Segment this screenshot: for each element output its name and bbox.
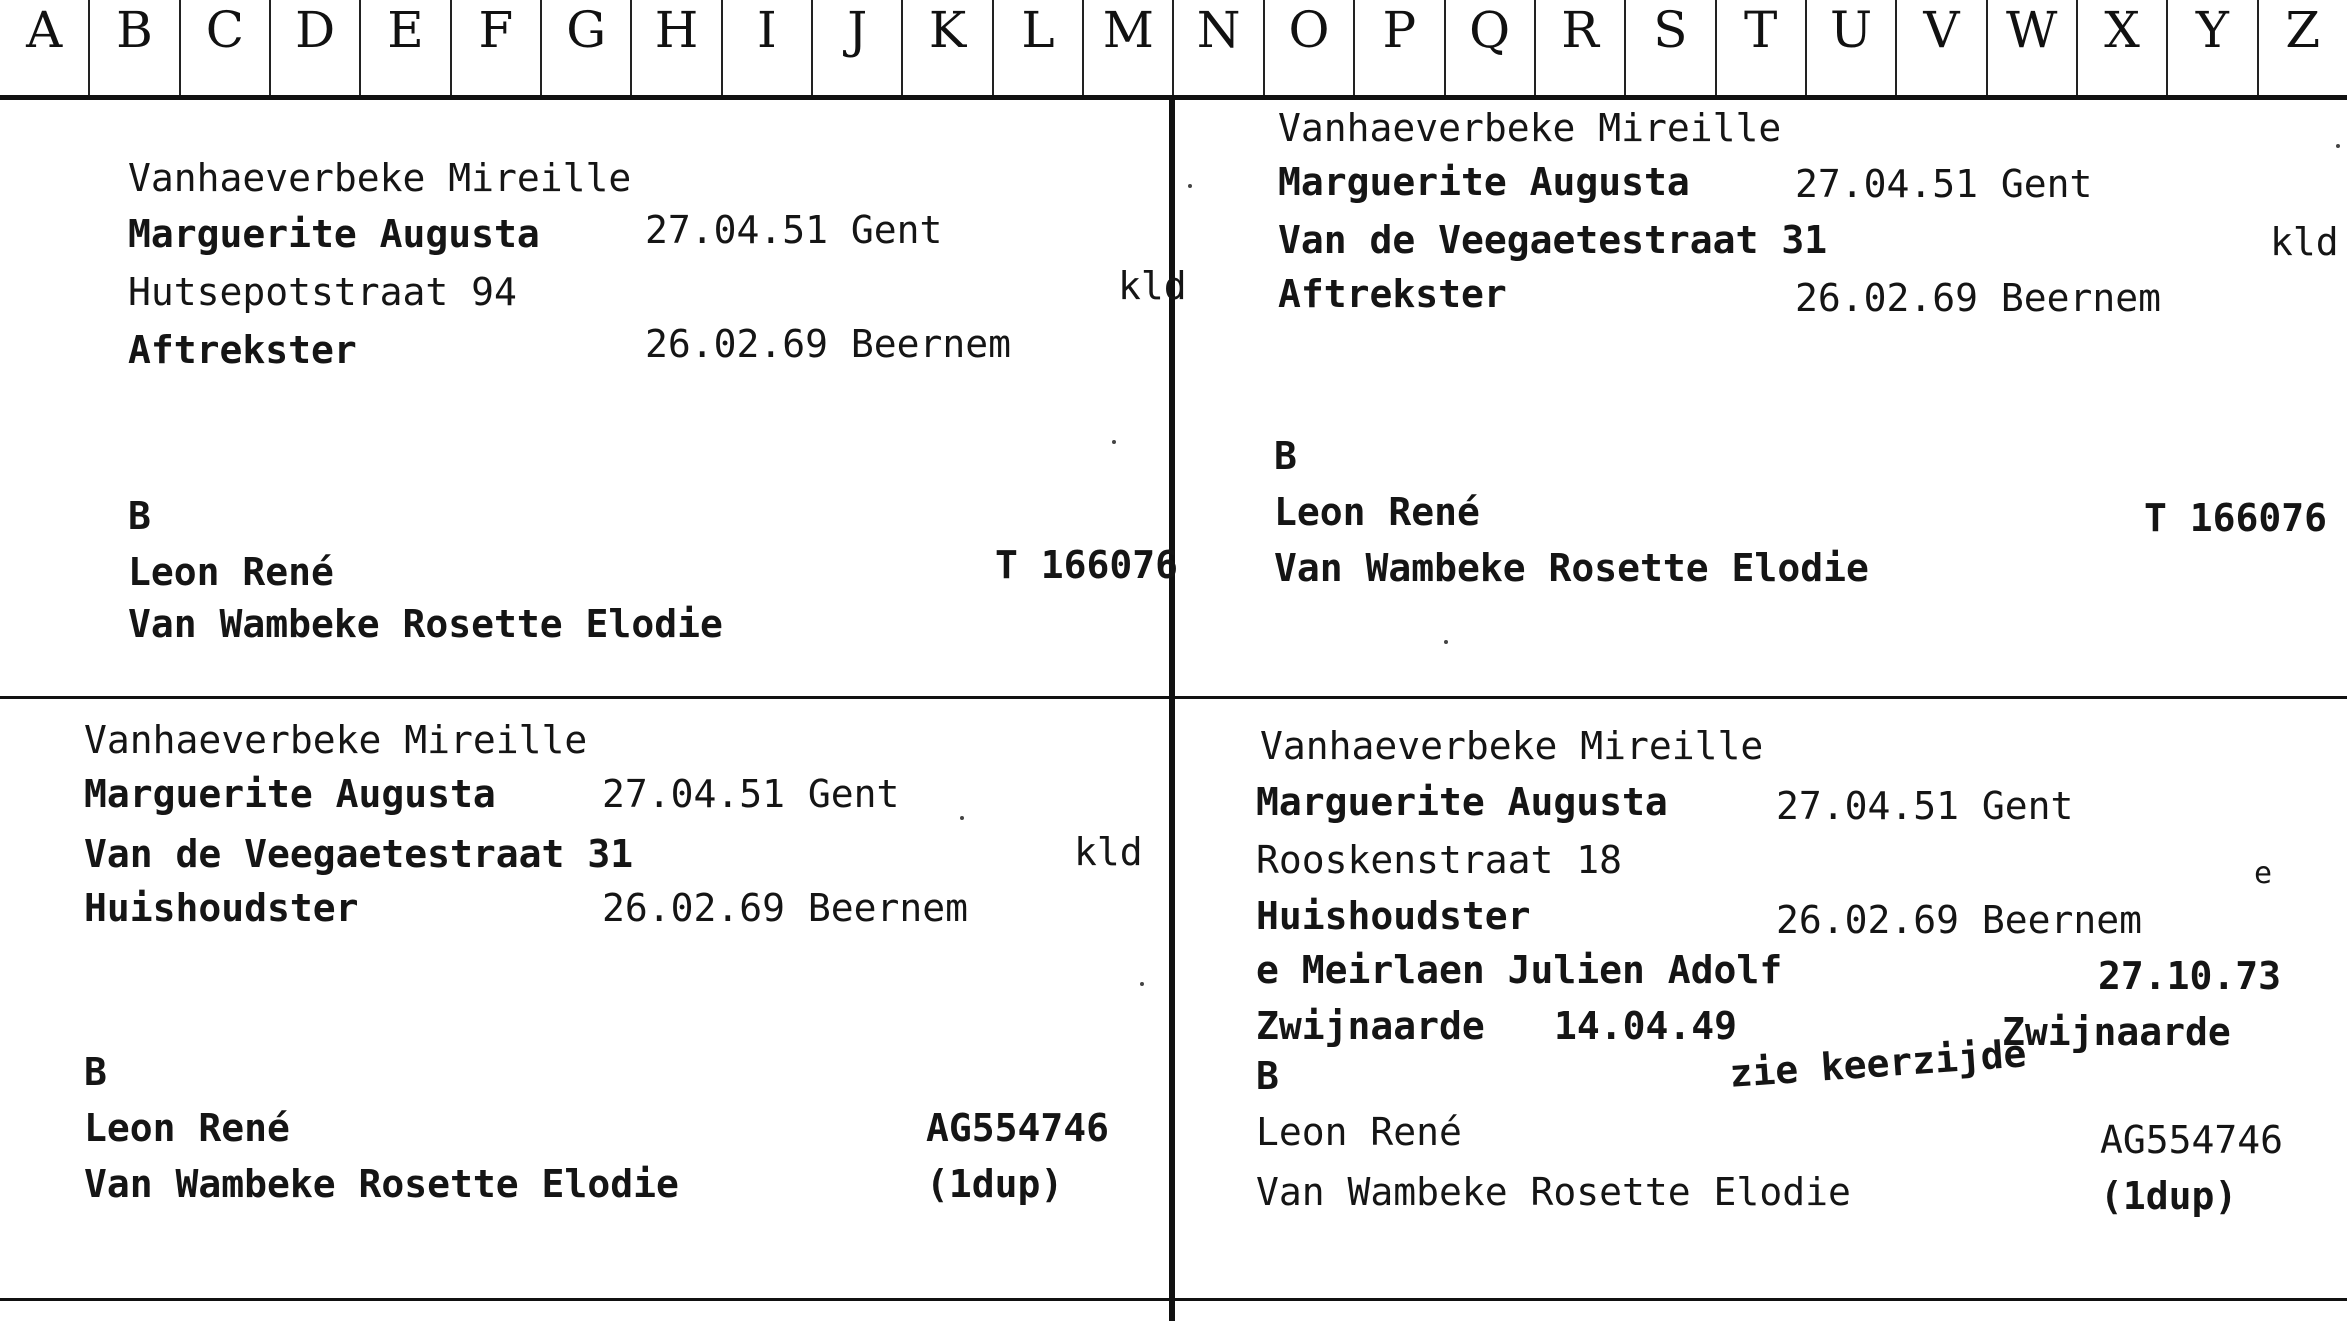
index-letter-w: W [1988, 0, 2078, 95]
card-address: Hutsepotstraat 94 [128, 270, 517, 314]
card-marker: e [2254, 856, 2273, 891]
index-letter-h: H [632, 0, 722, 95]
card-address: Rooskenstraat 18 [1256, 838, 1623, 882]
bottom-rule-right [1175, 1298, 2347, 1301]
card-occupation: Huishoudster [1256, 894, 1531, 938]
card-number-note: (1dup) [926, 1162, 1064, 1206]
index-letter-g: G [542, 0, 632, 95]
index-letter-s: S [1626, 0, 1716, 95]
index-letter-r: R [1536, 0, 1626, 95]
card-marker: kld [1118, 264, 1187, 308]
card-father: Leon René [1256, 1110, 1462, 1154]
index-letter-z: Z [2285, 1, 2321, 59]
index-letter-d: D [271, 0, 361, 95]
card-number-note: (1dup) [2100, 1174, 2238, 1218]
card-given-names: Marguerite Augusta [1256, 780, 1668, 824]
index-letter-q: Q [1446, 0, 1536, 95]
card-spouse-birthplace: Zwijnaarde [1256, 1004, 1485, 1048]
card-registration: 26.02.69 Beernem [1795, 276, 2162, 320]
card-section-letter: B [1256, 1054, 1279, 1098]
card-marriage-place: Zwijnaarde [2002, 1010, 2231, 1054]
scan-speck [1188, 184, 1192, 188]
card-marker: kld [1074, 830, 1143, 874]
card-number: AG554746 [2100, 1118, 2284, 1162]
index-letter-l: L [994, 0, 1084, 95]
card-spouse: e Meirlaen Julien Adolf [1256, 948, 1783, 992]
scan-speck [1112, 440, 1116, 444]
card-mother: Van Wambeke Rosette Elodie [1256, 1170, 1851, 1214]
card-mother: Van Wambeke Rosette Elodie [1274, 546, 1869, 590]
card-section-letter: B [1274, 434, 1297, 478]
card-father: Leon René [84, 1106, 290, 1150]
index-letter-e: E [361, 0, 451, 95]
card-number: T 166076 [995, 543, 1179, 587]
card-name: Vanhaeverbeke Mireille [1260, 724, 1764, 768]
card-occupation: Aftrekster [1278, 272, 1507, 316]
index-letter-p: P [1355, 0, 1445, 95]
card-name: Vanhaeverbeke Mireille [1278, 106, 1782, 150]
card-note: zie keerzijde [1728, 1031, 2028, 1096]
bottom-rule-left [0, 1298, 1169, 1301]
index-letter-x: X [2078, 0, 2168, 95]
card-divider-horizontal-right [1175, 696, 2347, 699]
card-birth: 27.04.51 Gent [1795, 162, 2093, 206]
card-birth: 27.04.51 Gent [602, 772, 900, 816]
scan-speck [1444, 640, 1448, 644]
card-section-letter: B [84, 1050, 107, 1094]
card-name: Vanhaeverbeke Mireille [84, 718, 588, 762]
card-father: Leon René [1274, 490, 1480, 534]
scan-speck [960, 816, 964, 820]
index-letter-b: B [90, 0, 180, 95]
card-occupation: Huishoudster [84, 886, 359, 930]
card-given-names: Marguerite Augusta [1278, 160, 1690, 204]
card-mother: Van Wambeke Rosette Elodie [128, 602, 723, 646]
card-occupation: Aftrekster [128, 328, 357, 372]
card-father: Leon René [128, 550, 334, 594]
index-letter-m: M [1084, 0, 1174, 95]
alphabet-index [0, 0, 2347, 100]
card-given-names: Marguerite Augusta [128, 212, 540, 256]
card-section-letter: B [128, 494, 151, 538]
scan-speck [1140, 982, 1144, 986]
card-address: Van de Veegaetestraat 31 [1278, 218, 1828, 262]
index-letter-k: K [903, 0, 993, 95]
card-name: Vanhaeverbeke Mireille [128, 156, 632, 200]
card-marker: kld [2270, 220, 2339, 264]
card-address: Van de Veegaetestraat 31 [84, 832, 634, 876]
index-letter-a: A [0, 0, 90, 95]
index-letter-i: I [723, 0, 813, 95]
index-letter-o: O [1265, 0, 1355, 95]
card-birth: 27.04.51 Gent [645, 208, 943, 252]
card-number: T 166076 [2144, 496, 2328, 540]
card-registration: 26.02.69 Beernem [602, 886, 969, 930]
index-letter-n: N [1174, 0, 1264, 95]
card-registration: 26.02.69 Beernem [1776, 898, 2143, 942]
index-letter-u: U [1807, 0, 1897, 95]
index-letter-j: J [813, 0, 903, 95]
card-spouse-birthdate: 14.04.49 [1554, 1004, 1738, 1048]
index-letter-f: F [452, 0, 542, 95]
index-letter-c: C [181, 0, 271, 95]
index-letter-v: V [1897, 0, 1987, 95]
card-given-names: Marguerite Augusta [84, 772, 496, 816]
card-mother: Van Wambeke Rosette Elodie [84, 1162, 679, 1206]
index-letter-t: T [1717, 0, 1807, 95]
card-registration: 26.02.69 Beernem [645, 322, 1012, 366]
index-letter-y: Y [2168, 0, 2258, 95]
card-divider-horizontal-left [0, 696, 1172, 699]
card-number: AG554746 [926, 1106, 1110, 1150]
card-marriage-date: 27.10.73 [2098, 954, 2282, 998]
scan-speck [2336, 144, 2340, 148]
card-birth: 27.04.51 Gent [1776, 784, 2074, 828]
